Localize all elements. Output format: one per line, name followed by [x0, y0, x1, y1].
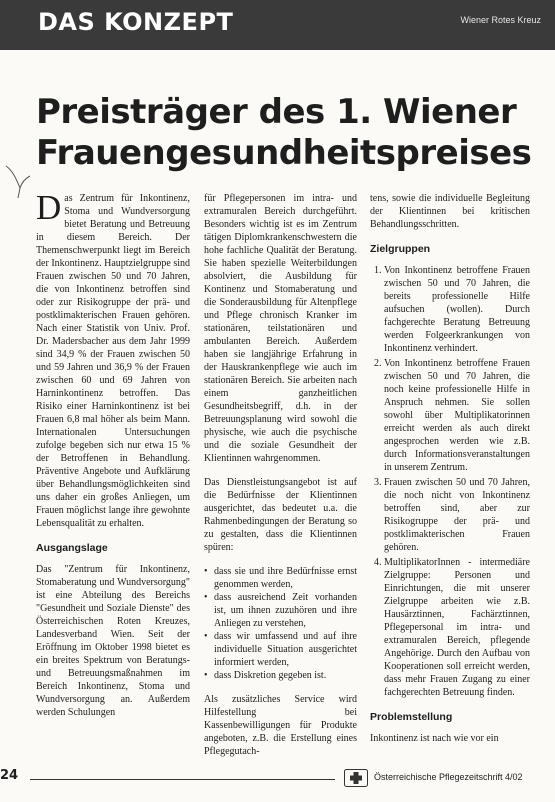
section-title: DAS KONZEPT	[38, 8, 234, 36]
list-item: • dass ausreichend Zeit vorhanden ist, um ihnen zuzuhören und ihre Anliegen zu verstehen,	[214, 591, 357, 630]
list-item: 1. Von Inkontinenz betroffene Frauen zwischen 50 und 70 Jahren, die bereits professionelle Hilfe aufsuchen (wollen). Durch fachgerechte Beratung Betreuung werden Folgeerkrankungen von Inkontinenz verhindert.	[384, 264, 530, 355]
pen-mark-icon	[2, 160, 32, 202]
red-cross-logo-icon	[344, 769, 368, 787]
needs-list	[204, 565, 357, 682]
footer-rule	[30, 779, 335, 780]
list-item: 4. MultiplikatorInnen - intermediäre Zielgruppe: Personen und Einrichtungen, die mit unserer Zielgruppe arbeiten wie z.B. Hausärztinnen, Fachärztinnen, Pflegepersonal im intra- und extramuralen Bereich, pflegende Angehörige. Durch den Aufbau von Kooperationen soll erreicht werden, dass mehr Frauen Zugang zu einer fachgerechten Betreuung finden.	[384, 556, 530, 699]
section-header	[0, 0, 555, 50]
column-3	[370, 192, 530, 756]
heading-problemstellung: Problemstellung	[370, 711, 453, 723]
article-title	[36, 92, 531, 174]
page-footer	[0, 768, 555, 802]
heading-ausgangslage: Ausgangslage	[36, 542, 108, 554]
column-2	[204, 192, 357, 769]
list-item: • dass Diskretion gegeben ist.	[214, 669, 357, 682]
paragraph-continuation: tens, sowie die individuelle Begleitung der Klientinnen bei kritischen Behandlungsschritten.	[370, 193, 530, 230]
list-item: 3. Frauen zwischen 50 und 70 Jahren, die noch nicht von Inkontinenz betroffen sind, aber zur Risikogruppe der prä- und postklimakterischen Frauen gehören.	[384, 476, 530, 554]
paragraph-services: Das Dienstleistungsangebot ist auf die Bedürfnisse der Klientinnen ausgerichtet, das bedeutet u.a. die Rahmenbedingungen der Beratung so zu gestalten, dass die Klientinnen spüren:	[204, 477, 357, 553]
paragraph-extra-service: Als zusätzliches Service wird Hilfestellung bei Kassenbewilligungen für Produkte angeboten, z.B. die Erstellung eines Pflegegutach-	[204, 694, 357, 757]
list-item: • dass wir umfassend und auf ihre individuelle Situation ausgerichtet informiert werden,	[214, 630, 357, 669]
title-line-2: Frauengesundheitspreises	[36, 133, 532, 173]
drop-cap: D	[36, 188, 62, 227]
target-groups-list	[370, 264, 530, 699]
paragraph-staff: für Pflegepersonen im intra- und extramuralen Bereich durchgeführt. Besonders wichtig ist es im Zentrum tätigen Diplomkrankenschwestern die hohe fachliche Qualität der Beratung. Sie haben spezielle Weiterbildungen absolviert, die Ausbildung für Kontinenz und Stomaberatung und die Sonderausbildung für Altenpflege und Pflege chronisch Kranker im stationären, teilstationären und ambulanten Bereich. Außerdem haben sie langjährige Erfahrung in der Hauskrankenpflege wie auch im stationären Bereich. Sie arbeiten nach einem ganzheitlichen Gesundheitsbegriff, d.h. in der Betreuungsplanung wird sowohl die physische, wie auch die psychische und die soziale Gesundheit der Klientinnen wahrgenommen.	[204, 193, 357, 464]
intro-paragraph: Das Zentrum für Inkontinenz, Stoma und Wundversorgung bietet Beratung und Betreuung in diesem Bereich. Der Themenschwerpunkt liegt im Bereich der Inkontinenz. Hauptzielgruppe sind Frauen zwischen 50 und 70 Jahren, die von Inkontinenz betroffen sind oder zur Risikogruppe der prä- und postklimakterischen Frauen gehören. Nach einer Statistik von Univ. Prof. Dr. Madersbacher aus dem Jahr 1999 sind 34,9 % der Frauen zwischen 50 und 59 Jahren und 36,9 % der Frauen zwischen 60 und 69 Jahren von Harninkontinenz betroffen. Das Risiko einer Harninkontinenz ist bei Frauen 6,8 mal höher als beim Mann. Internationalen Untersuchungen zufolge begeben sich nur etwa 15 % der Betroffenen in Behandlung. Präventive Angebote und Aufklärung über Behandlungsmöglichkeiten sind uns daher ein großes Anliegen, um Frauen möglichst lange ihre gewohnte Lebensqualität zu erhalten.	[36, 188, 190, 529]
list-item: • dass sie und ihre Bedürfnisse ernst genommen werden,	[214, 565, 357, 591]
title-line-1: Preisträger des 1. Wiener	[36, 92, 517, 132]
paragraph-ausgangslage: Das "Zentrum für Inkontinenz, Stomaberatung und Wundversorgung" ist eine Abteilung des Bereichs "Gesundheit und Soziale Dienste" des Österreichischen Roten Kreuzes, Landesverband Wien. Seit der Eröffnung im Oktober 1998 bietet es ein breites Spektrum von Beratungs- und Betreuungsmaßnahmen im Bereich Inkontinenz, Stoma und Wundversorgung an. Außerdem werden Schulungen	[36, 564, 190, 718]
paragraph-problem: Inkontinenz ist nach wie vor ein	[370, 733, 499, 744]
journal-name: Österreichische Pflegezeitschrift 4/02	[374, 772, 523, 782]
heading-zielgruppen: Zielgruppen	[370, 243, 431, 255]
organization-label: Wiener Rotes Kreuz	[460, 15, 541, 25]
page-number: 24	[0, 768, 19, 783]
column-1	[36, 188, 190, 730]
list-item: 2. Von Inkontinenz betroffene Frauen zwischen 50 und 70 Jahren, die noch keine professionelle Hilfe in Anspruch nehmen. Sie sollen sowohl über Multiplikatorinnen erreicht werden als auch direkt angesprochen werden wie z.B. durch Informationsveranstaltungen in unserem Zentrum.	[384, 357, 530, 474]
